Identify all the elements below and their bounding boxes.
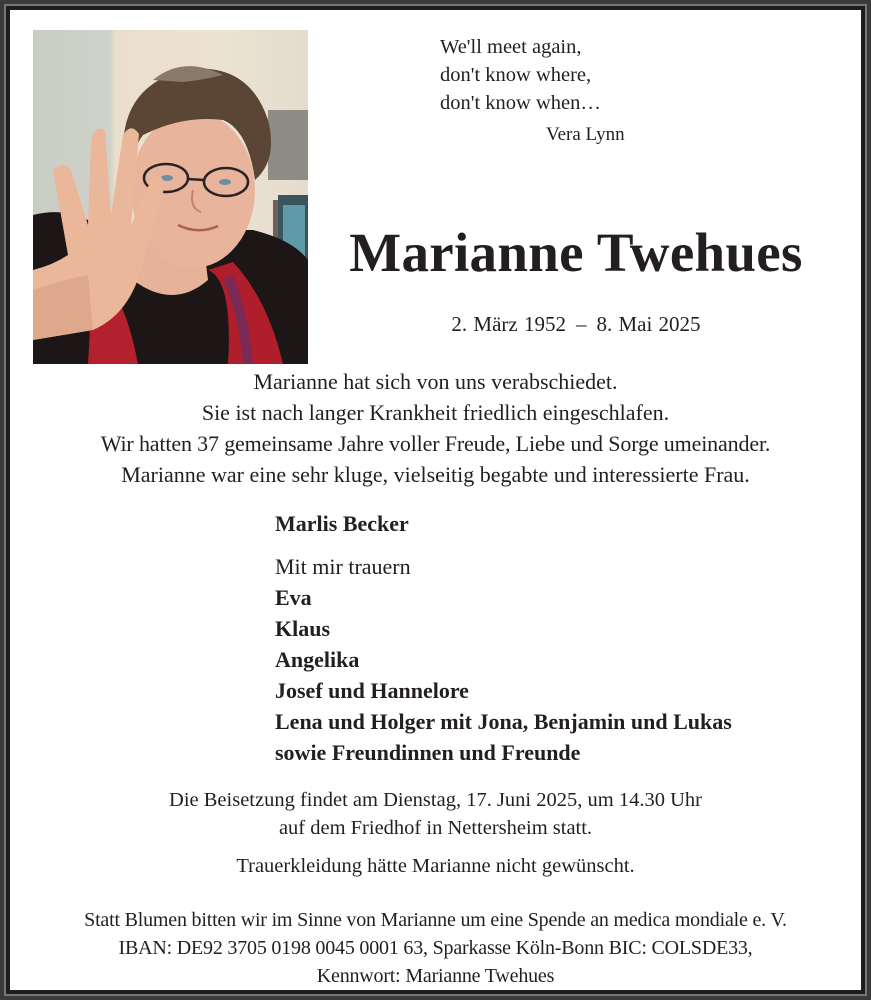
farewell-message bbox=[10, 366, 861, 490]
funeral-line: auf dem Friedhof in Nettersheim statt. bbox=[278, 817, 593, 839]
message-line: Marianne war eine sehr kluge, vielseitig begabte und interessierte Frau. bbox=[121, 462, 750, 487]
quote-line: don't know where, bbox=[440, 64, 592, 86]
mourner-name: Josef und Hannelore bbox=[275, 678, 469, 703]
clothing-note: Trauerkleidung hätte Marianne nicht gewünscht. bbox=[236, 855, 635, 877]
primary-mourner: Marlis Becker bbox=[275, 511, 409, 536]
mourner-name: Eva bbox=[275, 585, 312, 610]
quote-line: We'll meet again, bbox=[440, 36, 582, 58]
mourner-name: Angelika bbox=[275, 647, 360, 672]
mourner-name: Klaus bbox=[275, 616, 331, 641]
deceased-name: Marianne Twehues bbox=[349, 222, 803, 283]
birth-date: 2. März 1952 bbox=[451, 312, 566, 336]
message-line: Sie ist nach langer Krankheit friedlich eingeschlafen. bbox=[201, 400, 670, 425]
quote-author: Vera Lynn bbox=[546, 124, 625, 145]
donation-line: Statt Blumen bitten wir im Sinne von Marianne um eine Spende an medica mondiale e. V. bbox=[84, 909, 787, 931]
mourner-name: Lena und Holger mit Jona, Benjamin und Lukas bbox=[275, 709, 732, 734]
donation-line: IBAN: DE92 3705 0198 0045 0001 63, Sparkasse Köln-Bonn BIC: COLSDE33, bbox=[118, 937, 753, 959]
portrait-photo bbox=[33, 30, 308, 364]
donation-info bbox=[10, 906, 861, 990]
donation-line: Kennwort: Marianne Twehues bbox=[316, 965, 555, 987]
message-line: Marianne hat sich von uns verabschiedet. bbox=[253, 369, 618, 394]
quote-line: don't know when… bbox=[440, 92, 601, 114]
message-line: Wir hatten 37 gemeinsame Jahre voller Freude, Liebe und Sorge umeinander. bbox=[100, 431, 771, 456]
funeral-info bbox=[10, 786, 861, 842]
death-date: 8. Mai 2025 bbox=[596, 312, 701, 336]
mourners-list bbox=[275, 508, 732, 768]
mourners-intro: Mit mir trauern bbox=[275, 554, 411, 579]
life-dates bbox=[316, 310, 836, 338]
quote-block bbox=[440, 33, 625, 149]
mourner-name: sowie Freundinnen und Freunde bbox=[275, 740, 581, 765]
funeral-line: Die Beisetzung findet am Dienstag, 17. Juni 2025, um 14.30 Uhr bbox=[169, 789, 702, 811]
date-separator: – bbox=[575, 312, 587, 336]
